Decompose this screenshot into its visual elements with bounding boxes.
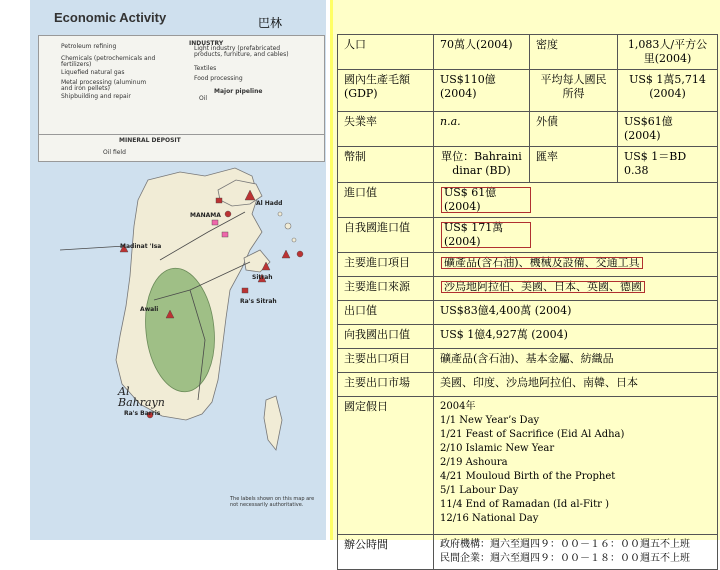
row-value: US$61億 (2004) bbox=[618, 112, 718, 147]
row-label: 出口值 bbox=[338, 301, 434, 325]
table-row bbox=[338, 397, 718, 535]
row-value: n.a. bbox=[434, 112, 530, 147]
holiday-line: 2004年 bbox=[440, 401, 476, 412]
row-label: 主要出口市場 bbox=[338, 373, 434, 397]
legend-item-chemicals: Chemicals (petrochemicals and fertilizers) bbox=[61, 55, 156, 68]
row-value: US$ 61億 (2004) bbox=[434, 183, 718, 218]
place-madinat-isa: Madinat 'Isa bbox=[120, 243, 162, 250]
holiday-line: 2/10 Islamic New Year bbox=[440, 443, 555, 454]
row-label: 人口 bbox=[338, 35, 434, 70]
place-manama: MANAMA bbox=[190, 212, 221, 219]
legend-item-shipbuilding: Shipbuilding and repair bbox=[61, 93, 131, 100]
table-row bbox=[338, 183, 718, 218]
row-value: 礦產品(含石油)、機械及設備、交通工具 bbox=[434, 253, 718, 277]
holiday-line: 2/19 Ashoura bbox=[440, 457, 508, 468]
legend-item-petroleum: Petroleum refining bbox=[61, 43, 117, 50]
table-row bbox=[338, 147, 718, 183]
legend-item-textiles: Textiles bbox=[194, 65, 217, 72]
holiday-list bbox=[434, 397, 718, 535]
table-row bbox=[338, 112, 718, 147]
place-ras-sitrah: Ra's Sitrah bbox=[240, 298, 277, 305]
table-row bbox=[338, 253, 718, 277]
row-value: US$ 1億4,927萬 (2004) bbox=[434, 325, 718, 349]
legend-oil-field: Oil field bbox=[103, 149, 126, 156]
country-info-table bbox=[337, 34, 718, 570]
row-value: 礦產品(含石油)、基本金屬、紡織品 bbox=[434, 349, 718, 373]
holiday-line: 11/4 End of Ramadan (Id al-Fitr ) bbox=[440, 499, 609, 510]
row-label: 主要進口來源 bbox=[338, 277, 434, 301]
office-hours-line: 政府機構：週六至週四９：００－１６：００週五不上班 bbox=[440, 539, 690, 550]
legend-pipeline-oil: Oil bbox=[199, 95, 208, 102]
table-row bbox=[338, 218, 718, 253]
row-value: 1,083人/平方公里(2004) bbox=[618, 35, 718, 70]
holiday-line: 1/1 New Year’s Day bbox=[440, 415, 540, 426]
row-label: 密度 bbox=[530, 35, 618, 70]
legend-item-metal: Metal processing (aluminum and iron pellets) bbox=[61, 79, 147, 92]
table-row bbox=[338, 70, 718, 112]
row-label: 進口值 bbox=[338, 183, 434, 218]
row-label: 國定假日 bbox=[338, 397, 434, 535]
row-label: 失業率 bbox=[338, 112, 434, 147]
row-label: 幣制 bbox=[338, 147, 434, 183]
place-al-hadd: Al Hadd bbox=[256, 200, 283, 207]
row-label: 主要進口項目 bbox=[338, 253, 434, 277]
row-value: US$ 1＝BD 0.38 bbox=[618, 147, 718, 183]
row-label: 平均每人國民所得 bbox=[530, 70, 618, 112]
row-value: US$ 1萬5,714 (2004) bbox=[618, 70, 718, 112]
legend-item-food: Food processing bbox=[194, 75, 243, 82]
place-ras-barris: Ra's Barris bbox=[124, 410, 161, 417]
table-row bbox=[338, 349, 718, 373]
table-row bbox=[338, 301, 718, 325]
legend-industry-header: INDUSTRY bbox=[189, 40, 224, 47]
row-value: US$ 171萬 (2004) bbox=[434, 218, 718, 253]
row-value: 美國、印度、沙烏地阿拉伯、南韓、日本 bbox=[434, 373, 718, 397]
table-row bbox=[338, 35, 718, 70]
holiday-line: 12/16 National Day bbox=[440, 513, 539, 524]
office-hours-line: 民間企業：週六至週四９：００－１８：００週五不上班 bbox=[440, 553, 690, 564]
table-row bbox=[338, 325, 718, 349]
holiday-line: 4/21 Mouloud Birth of the Prophet bbox=[440, 471, 616, 482]
map-top-label: 巴林 bbox=[258, 16, 283, 30]
row-label: 外債 bbox=[530, 112, 618, 147]
row-label: 國內生產毛額(GDP) bbox=[338, 70, 434, 112]
row-label: 辦公時間 bbox=[338, 535, 434, 570]
legend-mineral-header: MINERAL DEPOSIT bbox=[119, 137, 181, 144]
place-awali: Awali bbox=[140, 306, 159, 313]
holiday-line: 1/21 Feast of Sacrifice (Eid Al Adha) bbox=[440, 429, 625, 440]
legend-item-lng: Liquefied natural gas bbox=[61, 69, 125, 76]
row-label: 匯率 bbox=[530, 147, 618, 183]
economic-activity-map bbox=[30, 0, 326, 540]
map-legend bbox=[38, 35, 325, 137]
map-mineral-legend bbox=[38, 134, 325, 162]
row-label: 主要出口項目 bbox=[338, 349, 434, 373]
row-value: 70萬人(2004) bbox=[434, 35, 530, 70]
row-value: 沙烏地阿拉伯、美國、日本、英國、德國 bbox=[434, 277, 718, 301]
map-footnote: The labels shown on this map are not necessarily authoritative. bbox=[230, 496, 315, 508]
row-value: US$83億4,400萬 (2004) bbox=[434, 301, 718, 325]
table-row bbox=[338, 277, 718, 301]
holiday-line: 5/1 Labour Day bbox=[440, 485, 519, 496]
row-value: US$110億 (2004) bbox=[434, 70, 530, 112]
map-title: Economic Activity bbox=[54, 10, 167, 25]
place-al-bahrayn: Al Bahrayn bbox=[118, 385, 165, 409]
place-sitrah: Sitrah bbox=[252, 274, 273, 281]
table-row bbox=[338, 373, 718, 397]
legend-pipeline-header: Major pipeline bbox=[214, 88, 263, 95]
legend-item-light-industry: Light industry (prefabricated products, furniture, and cables) bbox=[194, 45, 289, 58]
row-label: 自我國進口值 bbox=[338, 218, 434, 253]
row-label: 向我國出口值 bbox=[338, 325, 434, 349]
row-value: 單位：Bahraini dinar (BD) bbox=[434, 147, 530, 183]
